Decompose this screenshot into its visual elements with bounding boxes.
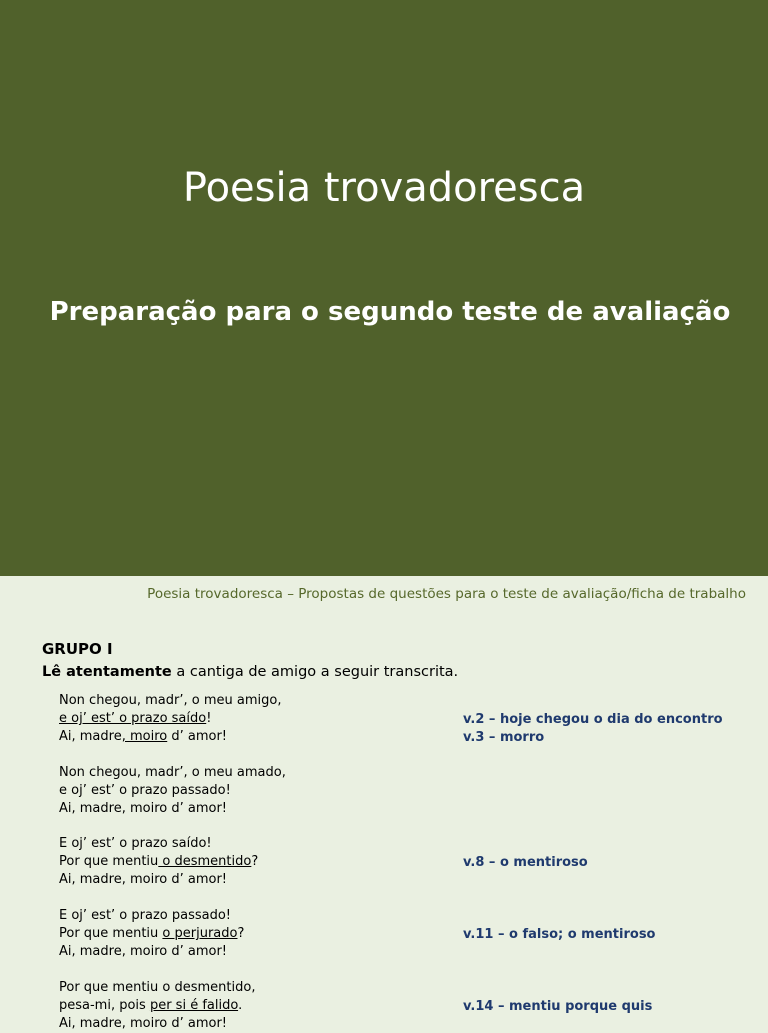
poem-line: Non chegou, madr’, o meu amigo, [59,693,282,708]
gloss-note: v.3 – morro [463,730,545,745]
glossed-word: , moiro [121,729,168,744]
poem-line: Ai, madre, moiro d’ amor! [59,1016,228,1031]
gloss-note: v.11 – o falso; o mentiroso [463,927,656,942]
glossed-word: e oj’ est’ o prazo saído [59,711,207,726]
worksheet-page [0,576,768,1031]
slide-title: Poesia trovadoresca [182,165,586,211]
poem-line: Non chegou, madr’, o meu amado, [59,765,286,780]
line-end: ? [251,854,259,869]
running-header: Poesia trovadoresca – Propostas de questões para o teste de avaliação/ficha de trabalho [147,586,746,602]
line-start: Por que mentiu [59,854,159,869]
gloss-note: v.2 – hoje chegou o dia do encontro [463,712,723,727]
line-end: d’ amor! [167,729,228,744]
poem-line: E oj’ est’ o prazo passado! [59,908,232,923]
glossed-word: per si é falido [149,998,239,1013]
gloss-note: v.14 – mentiu porque quis [463,999,653,1014]
poem-line [59,853,258,871]
glossed-word: o desmentido [158,854,252,869]
poem-line [59,997,242,1015]
glossed-word: o perjurado [162,926,238,941]
poem-line: Ai, madre, moiro d’ amor! [59,872,228,887]
poem-line: E oj’ est’ o prazo saído! [59,836,212,851]
poem-line: Ai, madre, moiro d’ amor! [59,944,228,959]
instruction-emphasis: Lê atentamente [42,664,172,680]
group-title: GRUPO I [42,640,113,658]
poem-line: Ai, madre, moiro d’ amor! [59,801,228,816]
poem-line: e oj’ est’ o prazo passado! [59,783,231,798]
instruction [42,664,458,680]
poem-line [59,925,244,943]
line-start: Por que mentiu [59,926,163,941]
line-end: ? [237,926,245,941]
line-end: ! [206,711,212,726]
poem-line [59,728,227,746]
line-start: Ai, madre [59,729,122,744]
slide-subtitle: Preparação para o segundo teste de avaliação [49,297,731,327]
poem-line: Por que mentiu o desmentido, [59,980,256,995]
line-end: . [238,998,243,1013]
gloss-note: v.8 – o mentiroso [463,855,588,870]
poem-line [59,710,211,728]
instruction-text: a cantiga de amigo a seguir transcrita. [171,664,459,680]
line-start: pesa-mi, pois [59,998,150,1013]
